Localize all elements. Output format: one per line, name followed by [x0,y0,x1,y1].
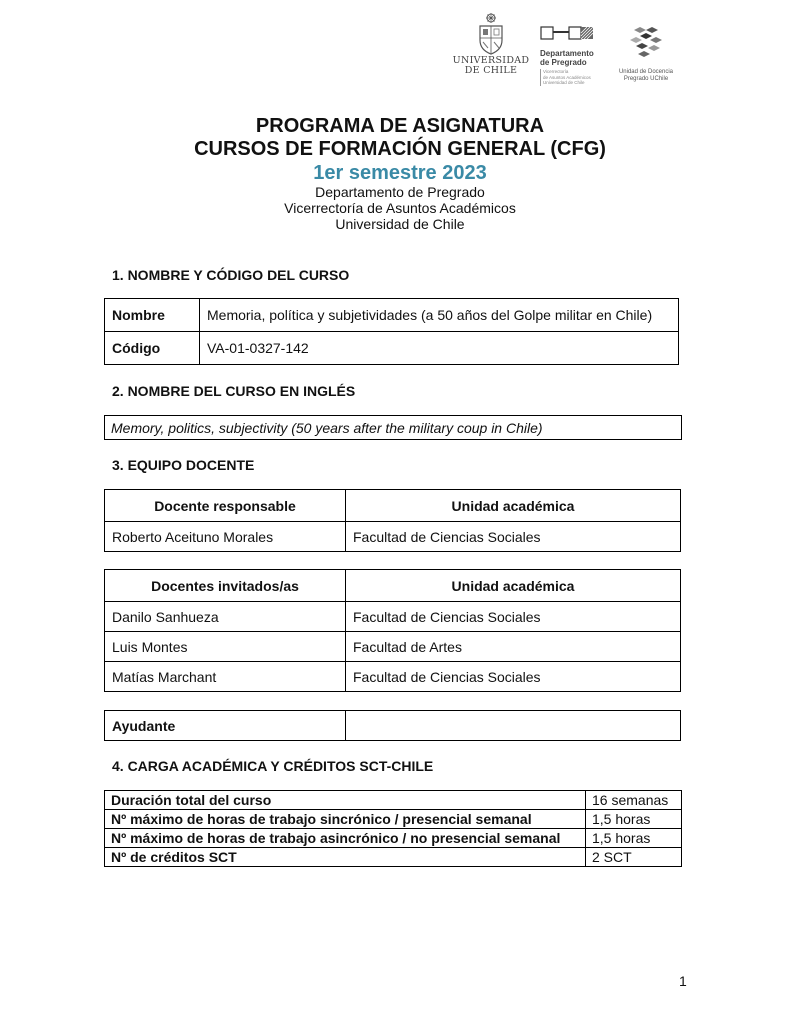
name-value: Memoria, política y subjetividades (a 50 años del Golpe militar en Chile) [200,299,679,332]
table-header-row [105,570,681,602]
guest-name: Matías Marchant [105,662,346,692]
section-1-heading: 1. NOMBRE Y CÓDIGO DEL CURSO [112,267,350,283]
load-value: 1,5 horas [586,810,682,829]
vicerrectoria-name: Vicerrectoría de Asuntos Académicos [284,200,516,216]
table-row [105,810,682,829]
unidad-docencia-cubes-icon [626,26,666,62]
load-label: Nº máximo de horas de trabajo sincrónico / presencial semanal [105,810,586,829]
guest-name: Danilo Sanhueza [105,602,346,632]
guest-unit: Facultad de Ciencias Sociales [346,662,681,692]
resp-name: Roberto Aceituno Morales [105,522,346,552]
departamento-pregrado-logo [540,26,610,86]
guest-unit: Facultad de Artes [346,632,681,662]
table-row [105,522,681,552]
table-row [105,711,681,741]
guest-teachers-table [104,569,681,692]
uchile-line1: UNIVERSIDAD [452,55,530,66]
page-number: 1 [679,973,687,989]
code-label: Código [105,332,200,365]
resp-header: Docente responsable [105,490,346,522]
course-name-code-table [104,298,679,365]
semester-title: 1er semestre 2023 [313,162,487,184]
load-value: 16 semanas [586,791,682,810]
table-header-row [105,490,681,522]
load-value: 2 SCT [586,848,682,867]
department-name: Departamento de Pregrado [315,184,485,200]
section-4-heading: 4. CARGA ACADÉMICA Y CRÉDITOS SCT-CHILE [112,758,434,774]
pregrado-sub1: Vicerrectoría [543,69,569,74]
guest-name: Luis Montes [105,632,346,662]
load-label: Nº de créditos SCT [105,848,586,867]
assistant-table [104,710,681,741]
resp-unit-header: Unidad académica [346,490,681,522]
code-value: VA-01-0327-142 [200,332,679,365]
table-row [105,632,681,662]
resp-unit: Facultad de Ciencias Sociales [346,522,681,552]
pregrado-sub3: Universidad de Chile [543,80,585,85]
pregrado-sub2: de Asuntos Académicos [543,74,591,80]
title-line1: PROGRAMA DE ASIGNATURA [255,115,545,137]
table-row [105,829,682,848]
pregrado-line1: Departamento [540,49,594,58]
pregrado-line2: de Pregrado [540,58,587,67]
academic-load-table [104,790,682,867]
english-name-value: Memory, politics, subjectivity (50 years after the military coup in Chile) [105,416,682,440]
table-row [105,332,679,365]
uchile-line2: DE CHILE [464,65,518,76]
load-label: Duración total del curso [105,791,586,810]
section-3-heading: 3. EQUIPO DOCENTE [112,457,255,473]
title-line2: CURSOS DE FORMACIÓN GENERAL (CFG) [194,138,606,160]
udocencia-line2: Pregrado UChile [623,76,669,82]
load-value: 1,5 horas [586,829,682,848]
table-row [105,299,679,332]
universidad-de-chile-logo [452,12,530,76]
udocencia-line1: Unidad de Docencia [618,69,674,75]
section-2-heading: 2. NOMBRE DEL CURSO EN INGLÉS [112,383,356,399]
table-row [105,848,682,867]
table-row [105,602,681,632]
english-name-table [104,415,682,440]
pregrado-squares-icon [540,26,598,40]
name-label: Nombre [105,299,200,332]
university-name: Universidad de Chile [335,216,465,232]
responsible-teacher-table [104,489,681,552]
guest-unit-header: Unidad académica [346,570,681,602]
table-row [105,791,682,810]
table-row [105,662,681,692]
load-label: Nº máximo de horas de trabajo asincrónico / no presencial semanal [105,829,586,848]
table-row [105,416,682,440]
assistant-label: Ayudante [105,711,346,741]
unidad-docencia-logo [612,26,680,83]
assistant-value [346,711,681,741]
pregrado-subtext [540,69,610,86]
guest-unit: Facultad de Ciencias Sociales [346,602,681,632]
university-crest-icon [476,12,506,56]
guest-header: Docentes invitados/as [105,570,346,602]
